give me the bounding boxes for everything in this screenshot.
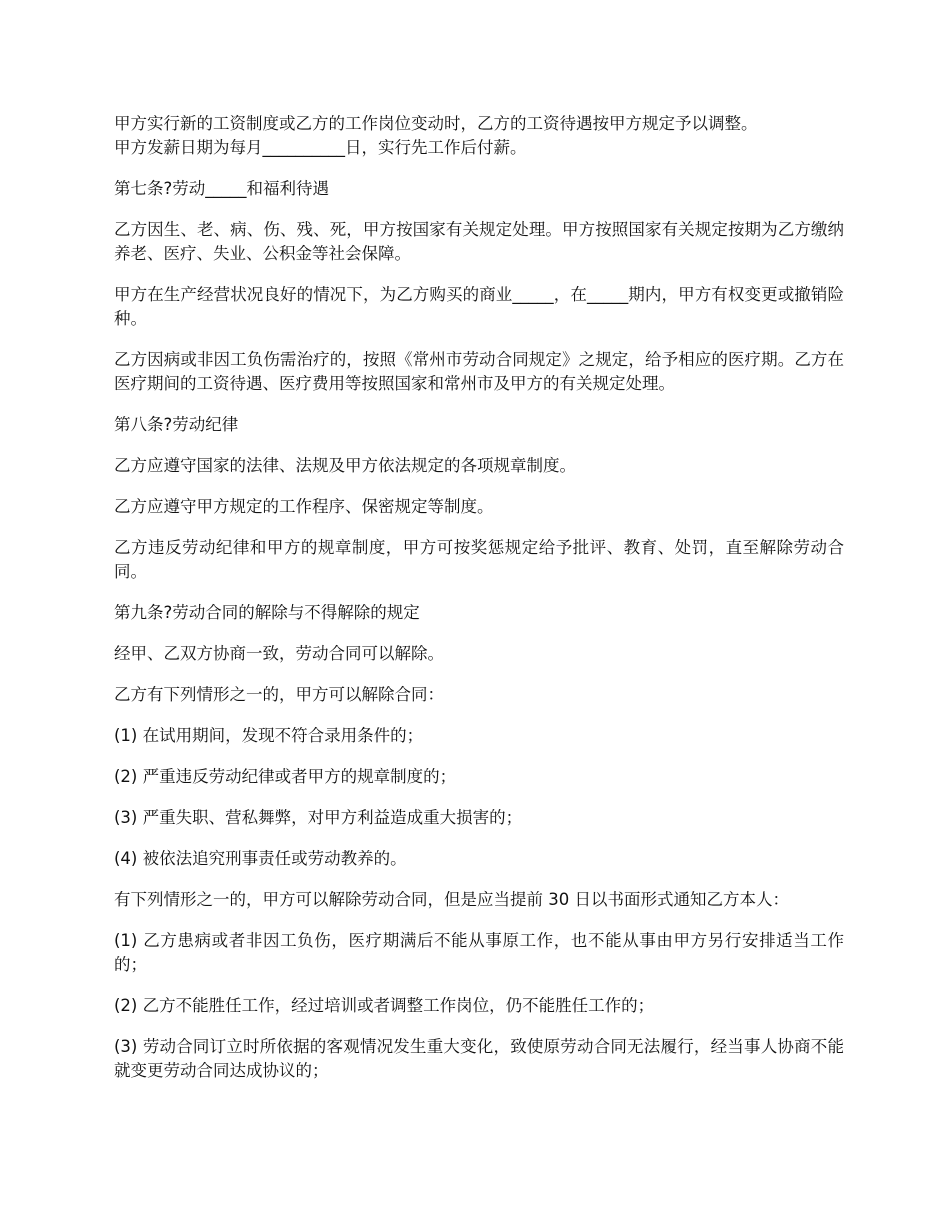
document-paragraph: 甲方发薪日期为每月__________日，实行先工作后付薪。 [114,138,527,157]
document-paragraph: (2) 严重违反劳动纪律或者甲方的规章制度的； [114,767,457,786]
document-paragraph: 有下列情形之一的，甲方可以解除劳动合同，但是应当提前 30 日以书面形式通知乙方本人： [114,890,789,909]
document-page [114,112,844,1100]
document-paragraph: 甲方在生产经营状况良好的情况下，为乙方购买的商业_____，在_____期内，甲方有权变更或撤销险种。 [114,285,844,328]
document-paragraph: 乙方因病或非因工负伤需治疗的，按照《常州市劳动合同规定》之规定，给予相应的医疗期。乙方在医疗期间的工资待遇、医疗费用等按照国家和常州市及甲方的有关规定处理。 [114,350,844,393]
document-paragraph: 乙方有下列情形之一的，甲方可以解除合同： [114,685,444,704]
document-paragraph: (1) 在试用期间，发现不符合录用条件的； [114,726,424,745]
document-paragraph: (3) 严重失职、营私舞弊，对甲方利益造成重大损害的； [114,808,523,827]
document-paragraph: 乙方因生、老、病、伤、残、死，甲方按国家有关规定处理。甲方按照国家有关规定按期为乙方缴纳养老、医疗、失业、公积金等社会保障。 [114,220,844,263]
document-paragraph: (4) 被依法追究刑事责任或劳动教养的。 [114,849,407,868]
section-heading: 第七条?劳动_____和福利待遇 [114,179,330,198]
document-paragraph: 甲方实行新的工资制度或乙方的工作岗位变动时，乙方的工资待遇按甲方规定予以调整。 [114,114,758,133]
document-paragraph: 乙方违反劳动纪律和甲方的规章制度，甲方可按奖惩规定给予批评、教育、处罚，直至解除劳动合同。 [114,538,844,581]
document-paragraph: 乙方应遵守甲方规定的工作程序、保密规定等制度。 [114,497,494,516]
document-paragraph: (1) 乙方患病或者非因工负伤，医疗期满后不能从事原工作，也不能从事由甲方另行安排适当工作的； [114,931,844,974]
document-paragraph: 经甲、乙双方协商一致，劳动合同可以解除。 [114,644,444,663]
document-paragraph: 乙方应遵守国家的法律、法规及甲方依法规定的各项规章制度。 [114,456,576,475]
section-heading: 第八条?劳动纪律 [114,415,239,434]
section-heading: 第九条?劳动合同的解除与不得解除的规定 [114,603,420,622]
document-paragraph: (3) 劳动合同订立时所依据的客观情况发生重大变化，致使原劳动合同无法履行，经当事人协商不能就变更劳动合同达成协议的； [114,1037,844,1080]
document-paragraph: (2) 乙方不能胜任工作，经过培训或者调整工作岗位，仍不能胜任工作的； [114,996,655,1015]
